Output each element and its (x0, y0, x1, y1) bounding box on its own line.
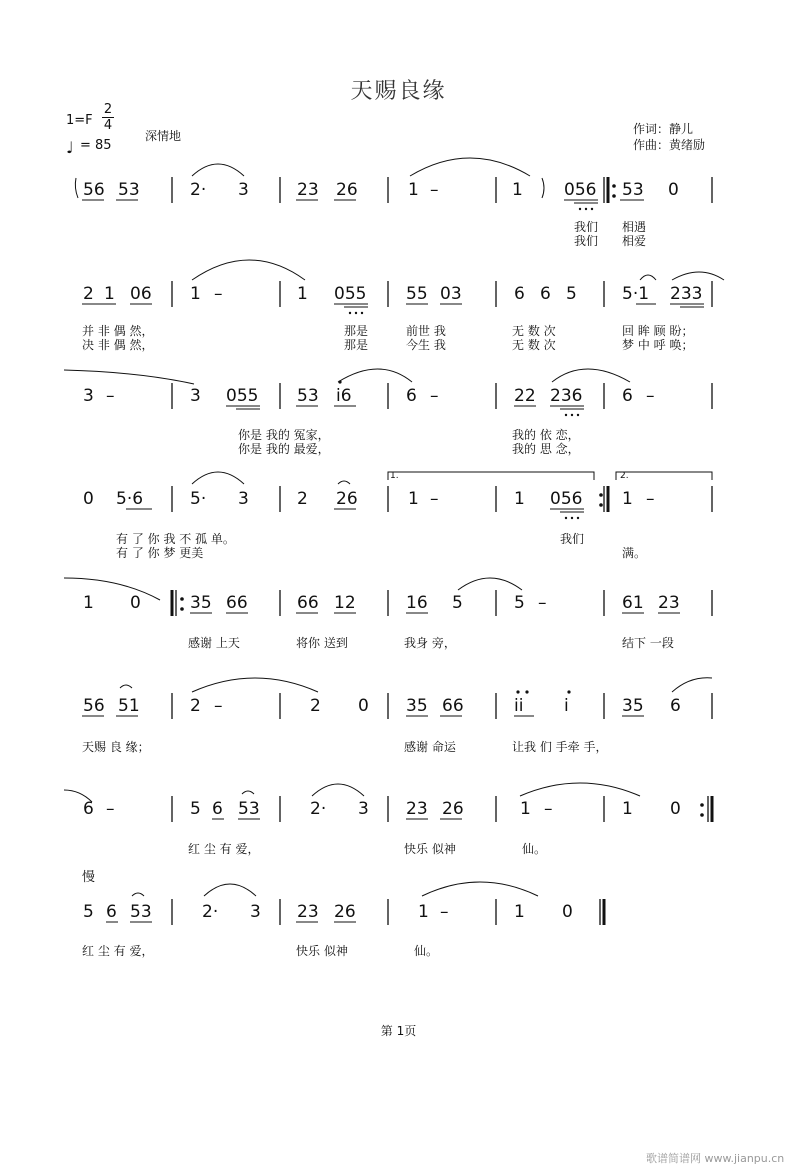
jianpu-note: – (430, 489, 439, 509)
jianpu-note: – (214, 284, 223, 304)
jianpu-note: 26 (336, 180, 358, 200)
time-signature-numerator: 2 (103, 102, 113, 117)
jianpu-note: 1 (520, 799, 531, 819)
lyric-line: 有 了 你 梦 更美 (116, 546, 204, 560)
jianpu-note: – (544, 799, 553, 819)
lyric-line: 天赐 良 缘； (82, 740, 150, 754)
lyric-line: 结下 一段 (622, 636, 674, 650)
jianpu-note: 03 (440, 284, 462, 304)
jianpu-note: 53 (238, 799, 260, 819)
slurs (64, 158, 724, 896)
jianpu-note: i (564, 696, 569, 716)
lyric-line: 我们 (560, 532, 585, 546)
lyric-line: 相爱 (622, 234, 647, 248)
lyric-line: 红 尘 有 爱， (188, 842, 260, 856)
lyric-line: 快乐 似神 (296, 944, 348, 958)
jianpu-note: 6 (514, 284, 525, 304)
jianpu-note: 6 (622, 386, 633, 406)
jianpu-note: – (430, 180, 439, 200)
jianpu-note: 056 (564, 180, 597, 200)
jianpu-note: 1 (104, 284, 115, 304)
jianpu-note: 6 (83, 799, 94, 819)
jianpu-note: 0 (83, 489, 94, 509)
jianpu-note: 3 (238, 489, 249, 509)
underlines (82, 200, 704, 922)
jianpu-note: 3 (358, 799, 369, 819)
jianpu-note: – (646, 489, 655, 509)
lyric-line: 我们 (574, 220, 599, 234)
jianpu-note: 53 (297, 386, 319, 406)
octave-dots (338, 208, 593, 694)
jianpu-note: 6 (106, 902, 117, 922)
page-number: 第 1页 (380, 1024, 417, 1038)
jianpu-note: 6 (406, 386, 417, 406)
jianpu-note: 1 (83, 593, 94, 613)
lyric-line: 你是 我的 最爱， (238, 442, 330, 456)
lyric-line: 今生 我 (406, 338, 446, 352)
lyric-line: 让我 们 手牵 手， (512, 740, 608, 754)
quarter-note-icon: ♩ (66, 138, 74, 157)
jianpu-note: 23 (406, 799, 428, 819)
jianpu-note: 16 (406, 593, 428, 613)
jianpu-note: 2· (190, 180, 207, 200)
lyric-line: 感谢 上天 (188, 636, 240, 650)
lyric-line: 相遇 (622, 220, 647, 234)
jianpu-note: 2 (310, 696, 321, 716)
lyric-line: 红 尘 有 爱， (82, 944, 154, 958)
jianpu-note: 23 (297, 902, 319, 922)
jianpu-note: 5 (452, 593, 463, 613)
slow-marking: 慢 (82, 870, 96, 885)
jianpu-note: i6 (336, 386, 352, 406)
jianpu-note: 35 (406, 696, 428, 716)
lyric-line: 决 非 偶 然， (82, 338, 154, 352)
volta-label: 1. (390, 471, 399, 481)
jianpu-note: 5 (566, 284, 577, 304)
jianpu-note: ii (514, 696, 524, 716)
lyric-line: 仙。 (522, 842, 547, 856)
lyric-line: 并 非 偶 然， (82, 324, 154, 338)
lyric-line: 无 数 次 (512, 338, 556, 352)
barlines (172, 177, 712, 925)
jianpu-note: 6 (212, 799, 223, 819)
jianpu-note: 56 (83, 696, 105, 716)
jianpu-note: 55 (406, 284, 428, 304)
lyric-line: 回 眸 顾 盼； (622, 324, 694, 338)
jianpu-note: 61 (622, 593, 644, 613)
jianpu-note: 055 (334, 284, 367, 304)
jianpu-note: 5 (83, 902, 94, 922)
jianpu-note: 2 (297, 489, 308, 509)
lyric-line: 快乐 似神 (404, 842, 456, 856)
volta-brackets (388, 472, 712, 480)
jianpu-note: 5· (190, 489, 207, 509)
jianpu-note: 06 (130, 284, 152, 304)
jianpu-note: 22 (514, 386, 536, 406)
jianpu-note: 5 (190, 799, 201, 819)
jianpu-note: 1 (512, 180, 523, 200)
lyric-line: 你是 我的 冤家， (238, 428, 330, 442)
volta-label: 2. (620, 471, 629, 481)
jianpu-note: 5·1 (622, 284, 650, 304)
jianpu-note: 53 (130, 902, 152, 922)
jianpu-note: 0 (670, 799, 681, 819)
lyric-line: 感谢 命运 (404, 740, 456, 754)
lyric-line: 那是 (344, 338, 369, 352)
key-signature: 1=F (66, 113, 93, 128)
jianpu-note: 53 (118, 180, 140, 200)
jianpu-note: 6 (540, 284, 551, 304)
jianpu-note: 53 (622, 180, 644, 200)
lyric-line: 我身 旁， (404, 636, 456, 650)
lyric-line: 梦 中 呼 唤； (622, 338, 694, 352)
jianpu-note: 0 (130, 593, 141, 613)
jianpu-note: 2 (190, 696, 201, 716)
jianpu-note: – (430, 386, 439, 406)
jianpu-note: 26 (442, 799, 464, 819)
jianpu-note: 1 (418, 902, 429, 922)
lyricist-credit: 作词：静儿 (633, 122, 694, 136)
jianpu-note: – (646, 386, 655, 406)
jianpu-note: – (106, 386, 115, 406)
lyric-line: 前世 我 (406, 324, 446, 338)
jianpu-note: 3 (83, 386, 94, 406)
jianpu-note: 66 (226, 593, 248, 613)
jianpu-note: 236 (550, 386, 583, 406)
repeat-dots (180, 184, 704, 817)
jianpu-note: 0 (358, 696, 369, 716)
lyric-line: 我的 依 恋， (512, 428, 580, 442)
jianpu-note: 2 (83, 284, 94, 304)
jianpu-note: 23 (297, 180, 319, 200)
jianpu-note: 233 (670, 284, 703, 304)
jianpu-note: 26 (334, 902, 356, 922)
jianpu-note: 3 (250, 902, 261, 922)
jianpu-note: 51 (118, 696, 140, 716)
jianpu-note: – (538, 593, 547, 613)
jianpu-note: 12 (334, 593, 356, 613)
jianpu-note: 055 (226, 386, 259, 406)
jianpu-note: 0 (668, 180, 679, 200)
jianpu-note: 1 (408, 180, 419, 200)
jianpu-note: 26 (336, 489, 358, 509)
jianpu-note: 2· (202, 902, 219, 922)
jianpu-note: 1 (408, 489, 419, 509)
jianpu-note: 23 (658, 593, 680, 613)
jianpu-note: 1 (622, 489, 633, 509)
jianpu-note: 3 (190, 386, 201, 406)
jianpu-note: 1 (622, 799, 633, 819)
jianpu-note: 66 (442, 696, 464, 716)
lyric-line: 满。 (622, 546, 647, 560)
time-signature-denominator: 4 (103, 118, 113, 133)
jianpu-note: 5·6 (116, 489, 144, 509)
watermark: 歌谱简谱网 www.jianpu.cn (646, 1152, 785, 1165)
jianpu-note: – (440, 902, 449, 922)
jianpu-note: 1 (514, 489, 525, 509)
jianpu-note: 1 (297, 284, 308, 304)
jianpu-note: 35 (622, 696, 644, 716)
lyric-line: 仙。 (414, 944, 439, 958)
lyric-line: 我们 (574, 234, 599, 248)
lyric-line: 有 了 你 我 不 孤 单。 (116, 532, 235, 546)
lyric-line: 那是 (344, 324, 369, 338)
jianpu-note: 056 (550, 489, 583, 509)
tempo-marking: = 85 (80, 138, 112, 153)
jianpu-note: 1 (514, 902, 525, 922)
lyric-line: 无 数 次 (512, 324, 556, 338)
jianpu-note: 66 (297, 593, 319, 613)
jianpu-note: 56 (83, 180, 105, 200)
jianpu-note: 5 (514, 593, 525, 613)
composer-credit: 作曲：黄绪励 (633, 138, 706, 152)
jianpu-note: 35 (190, 593, 212, 613)
expression-marking: 深情地 (145, 129, 182, 143)
jianpu-note: 0 (562, 902, 573, 922)
jianpu-note: 6 (670, 696, 681, 716)
song-title: 天赐良缘 (350, 79, 447, 104)
jianpu-note: – (214, 696, 223, 716)
lyric-line: 我的 思 念， (512, 442, 580, 456)
lyric-line: 将你 送到 (296, 636, 348, 650)
jianpu-note: 2· (310, 799, 327, 819)
jianpu-note: – (106, 799, 115, 819)
jianpu-note: 1 (190, 284, 201, 304)
jianpu-note: 3 (238, 180, 249, 200)
